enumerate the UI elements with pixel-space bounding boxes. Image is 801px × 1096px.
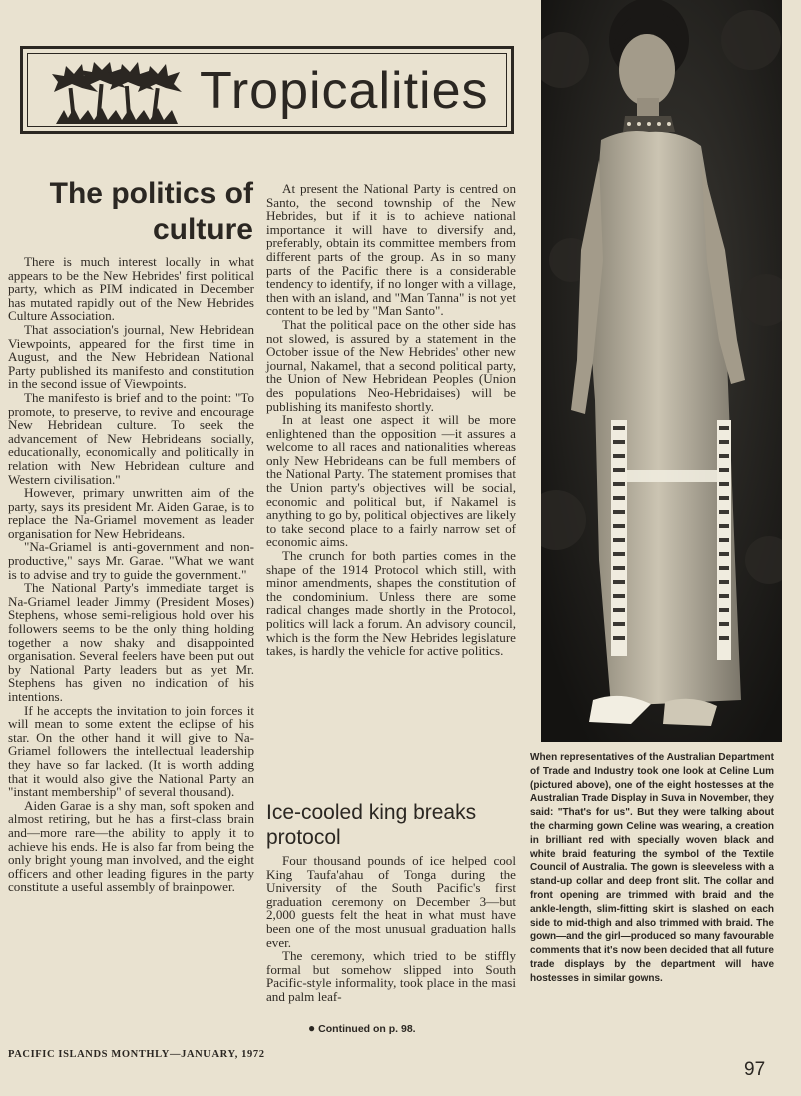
article-paragraph: "Na-Griamel is anti-government and non-productive," says Mr. Garae. "What we want is to advise and try to guide the government." — [8, 539, 254, 582]
continued-on-link[interactable] — [308, 1021, 518, 1035]
article-headline-ice-cooled-king: Ice-cooled king breaks protocol — [266, 801, 477, 849]
masthead-title: Tropicalities — [200, 62, 489, 120]
continued-text: Continued on p. 98. — [318, 1023, 416, 1035]
article-headline-politics-of-culture: The politics of culture — [49, 177, 253, 246]
page-number: 97 — [744, 1059, 766, 1080]
article-column-2 — [266, 182, 516, 658]
article-paragraph: In at least one aspect it will be more enlightened than the opposition —it assures a welcome to all races and nationalities whereas only New Hebrideans can be full members of the National Party. The statement promises that the Union party's objectives will be social, economic and political but, if Nakamel is anything to go by, political objectives are likely to take second place to a fairly narrow set of economic aims. — [266, 412, 516, 550]
article-paragraph: Aiden Garae is a shy man, soft spoken and almost retiring, but he has a first-class brain and—more rare—the ability to apply it to achieve his ends. He is also far from being the only bright young man involved, and the eight officers and other leading figures in the party constitute a useful assembly of brainpower. — [8, 797, 254, 895]
article-paragraph: Four thousand pounds of ice helped cool King Taufa'ahau of Tonga during the University of the South Pacific's first graduation ceremony on December 3—but 2,000 guests felt the heat in what must have been one of the most unusual graduation halls ever. — [266, 853, 516, 950]
article-paragraph: That association's journal, New Hebridean Viewpoints, appeared for the first time in August, and the New Hebridean National Party published its manifesto and constitution in the second issue of Viewpoints. — [8, 321, 254, 392]
article-paragraph: If he accepts the invitation to join forces it will mean to some extent the eclipse of his star. On the other hand it will give to Na-Griamel followers the intellectual leadership they have so far lacked. (It is worth adding that it would also give the National Party an "instant membership" of several thousand). — [8, 702, 254, 800]
woman-in-gown-photo-icon — [541, 0, 782, 742]
article-paragraph: The crunch for both parties comes in the shape of the 1914 Protocol which still, with minor amendments, shapes the constitution of the condominium. Unless there are some radical changes made shortly in the Protocol, politics will lack a forum. An advisory council, which is the form the New Hebrides legislature takes, is hardly the vehicle for active politics. — [266, 548, 516, 659]
masthead-banner — [20, 46, 514, 134]
article-paragraph: At present the National Party is centred on Santo, the second township of the New Hebrides, but if it is to achieve national importance it will have to diversify and, preferably, obtain its committee members from different parts of the group. As in so many parts of the Pacific there is a considerable tendency to identify, if no longer with a village, then with an island, and "Man Tanna" is not yet content to be led by "Man Santo". — [266, 181, 516, 319]
article-paragraph: There is much interest locally in what appears to be the New Hebrides' first political party, which as PIM indicated in December has mutated rapidly out of the New Hebrides Culture Association. — [8, 254, 254, 324]
article-paragraph: However, primary unwritten aim of the party, says its president Mr. Aiden Garae, is to replace the Na-Griamel movement as leader organisation for New Hebrideans. — [8, 485, 254, 541]
article-column-3 — [266, 854, 516, 1004]
article-column-1 — [8, 255, 254, 894]
caption-text: When representatives of the Australian Department of Trade and Industry took one look at Celine Lum (pictured above), one of the eight hostesses at the Australian Trade Display in Suva in November, they said: "That's for us". But they were talking about the charming gown Celine was wearing, a creation in brilliant red with specially woven black and white braid featuring the symbol of the Textile Council of Australia. The gown is sleeveless with a stand-up collar and deep front slit. The collar and front opening are trimmed with braid and the ankle-length, slim-fitting skirt is slashed on each side to mid-thigh and also trimmed with braid. The gown—and the girl—produced so many favourable comments that it's now been decided that all future trade displays by the department will have hostesses in similar gowns. — [530, 752, 774, 984]
palm-trees-icon — [52, 62, 182, 128]
masthead-inner-border — [27, 53, 507, 127]
photo-caption — [530, 751, 774, 986]
bullet-dot-icon: ● — [308, 1021, 316, 1035]
article-paragraph: The ceremony, which tried to be stiffly formal but somehow slipped into South Pacific-style informality, took place in the masi and palm leaf- — [266, 948, 516, 1004]
article-paragraph: The National Party's immediate target is Na-Griamel leader Jimmy (President Moses) Stephens, whose semi-religious hold over his followers seems to be the only thing holding together a now shaky and disappointed organisation. Several feelers have been put out by National Party leaders but as yet Mr. Stephens has given no indication of his intentions. — [8, 580, 254, 704]
article-paragraph: That the political pace on the other side has not slowed, is assured by a statement in the October issue of the New Hebrides' other new journal, Nakamel, that a second political party, the Union of New Hebridean Peoples (Union des populations Neo-Hebridaises) will be publishing its manifesto shortly. — [266, 316, 516, 414]
article-paragraph: The manifesto is brief and to the point: "To promote, to preserve, to revive and encourage New Hebridean culture. To seek the advancement of New Hebrideans socially, educationally, economically and politically in relation with New Hebridean culture and Western civilisation." — [8, 389, 254, 487]
footer-publication: PACIFIC ISLANDS MONTHLY—JANUARY, 1972 — [8, 1049, 265, 1060]
photo-illustration — [541, 0, 782, 742]
